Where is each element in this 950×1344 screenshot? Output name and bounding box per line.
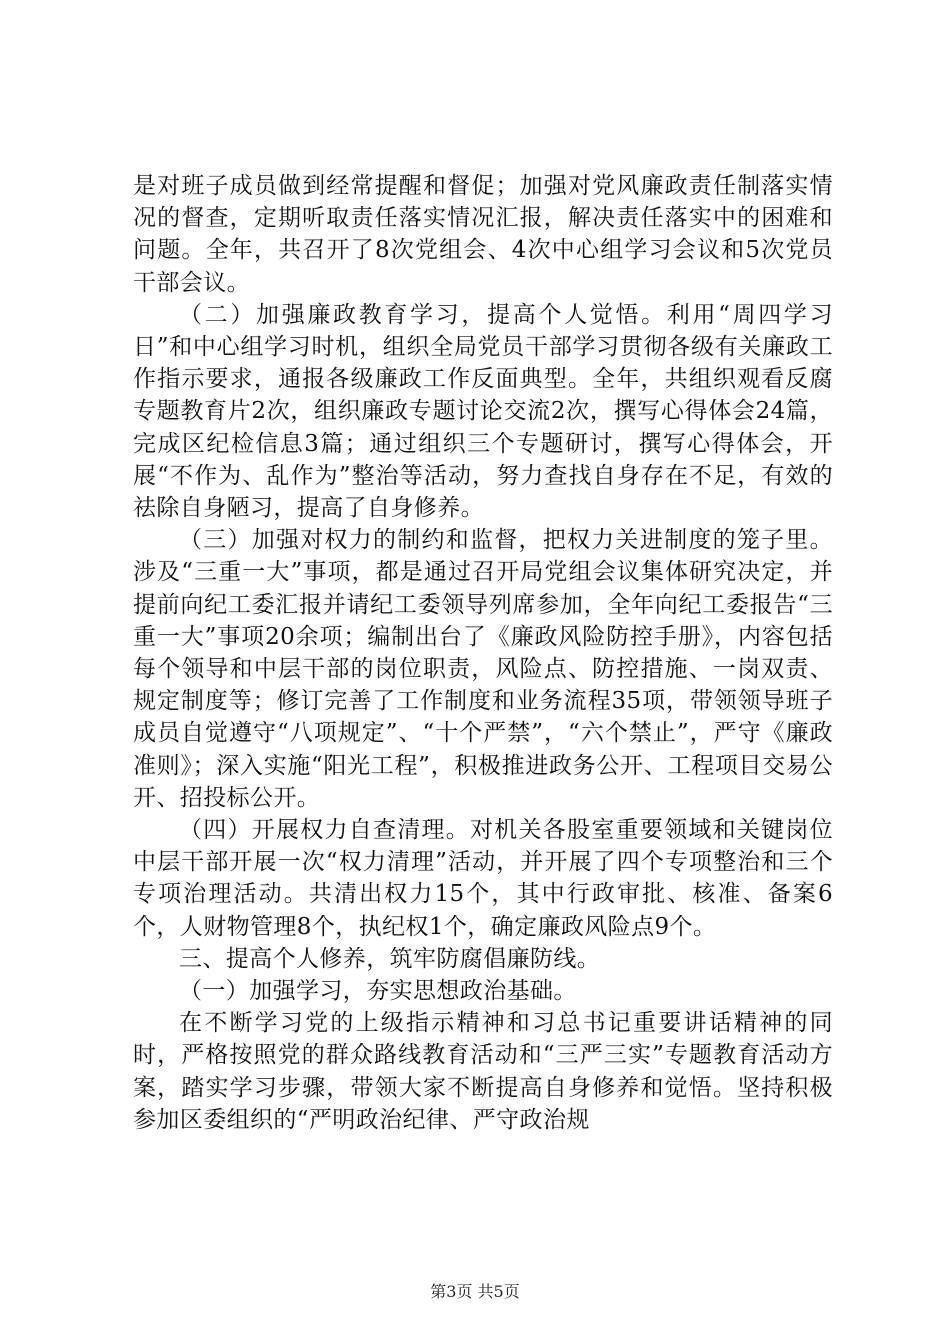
paragraph-continuation: 是对班子成员做到经常提醒和督促；加强对党风廉政责任制落实情况的督查，定期听取责任落实情况汇报，解决责任落实中的困难和问题。全年，共召开了8次党组会、4次中心组学习会议和5次党员干部会议。: [133, 173, 833, 296]
paragraph-section-4: （四）开展权力自查清理。对机关各股室重要领域和关键岗位中层干部开展一次“权力清理”活动，并开展了四个专项整治和三个专项治理活动。共清出权力15个，其中行政审批、核准、备案6个，人财物管理8个，执纪权1个，确定廉政风险点9个。: [133, 817, 833, 940]
document-body: [133, 170, 833, 1136]
heading-part-3: 三、提高个人修养，筑牢防腐倡廉防线。: [179, 945, 601, 972]
paragraph-section-2: （二）加强廉政教育学习，提高个人觉悟。利用“周四学习日”和中心组学习时机，组织全局党员干部学习贯彻各级有关廉政工作指示要求，通报各级廉政工作反面典型。全年，共组织观看反腐专题教育片2次，组织廉政专题讨论交流2次，撰写心得体会24篇，完成区纪检信息3篇；通过组织三个专题研讨，撰写心得体会，开展“不作为、乱作为”整治等活动，努力查找自身存在不足，有效的祛除自身陋习，提高了自身修养。: [133, 301, 833, 522]
subheading-1: （一）加强学习，夯实思想政治基础。: [179, 978, 577, 1005]
page-footer: 第3页 共5页: [430, 1282, 520, 1301]
paragraph-study: 在不断学习党的上级指示精神和习总书记重要讲话精神的同时，严格按照党的群众路线教育活动和“三严三实”专题教育活动方案，踏实学习步骤，带领大家不断提高自身修养和觉悟。坚持积极参加区委组织的“严明政治纪律、严守政治规: [133, 1010, 833, 1133]
paragraph-section-3: （三）加强对权力的制约和监督，把权力关进制度的笼子里。涉及“三重一大”事项，都是通过召开局党组会议集体研究决定，并提前向纪工委汇报并请纪工委领导列席参加，全年向纪工委报告“三重一大”事项20余项；编制出台了《廉政风险防控手册》，内容包括每个领导和中层干部的岗位职责，风险点、防控措施、一岗双责、规定制度等；修订完善了工作制度和业务流程35项，带领领导班子成员自觉遵守“八项规定”、“十个严禁”，“六个禁止”，严守《廉政准则》；深入实施“阳光工程”，积极推进政务公开、工程项目交易公开、招投标公开。: [133, 527, 833, 811]
